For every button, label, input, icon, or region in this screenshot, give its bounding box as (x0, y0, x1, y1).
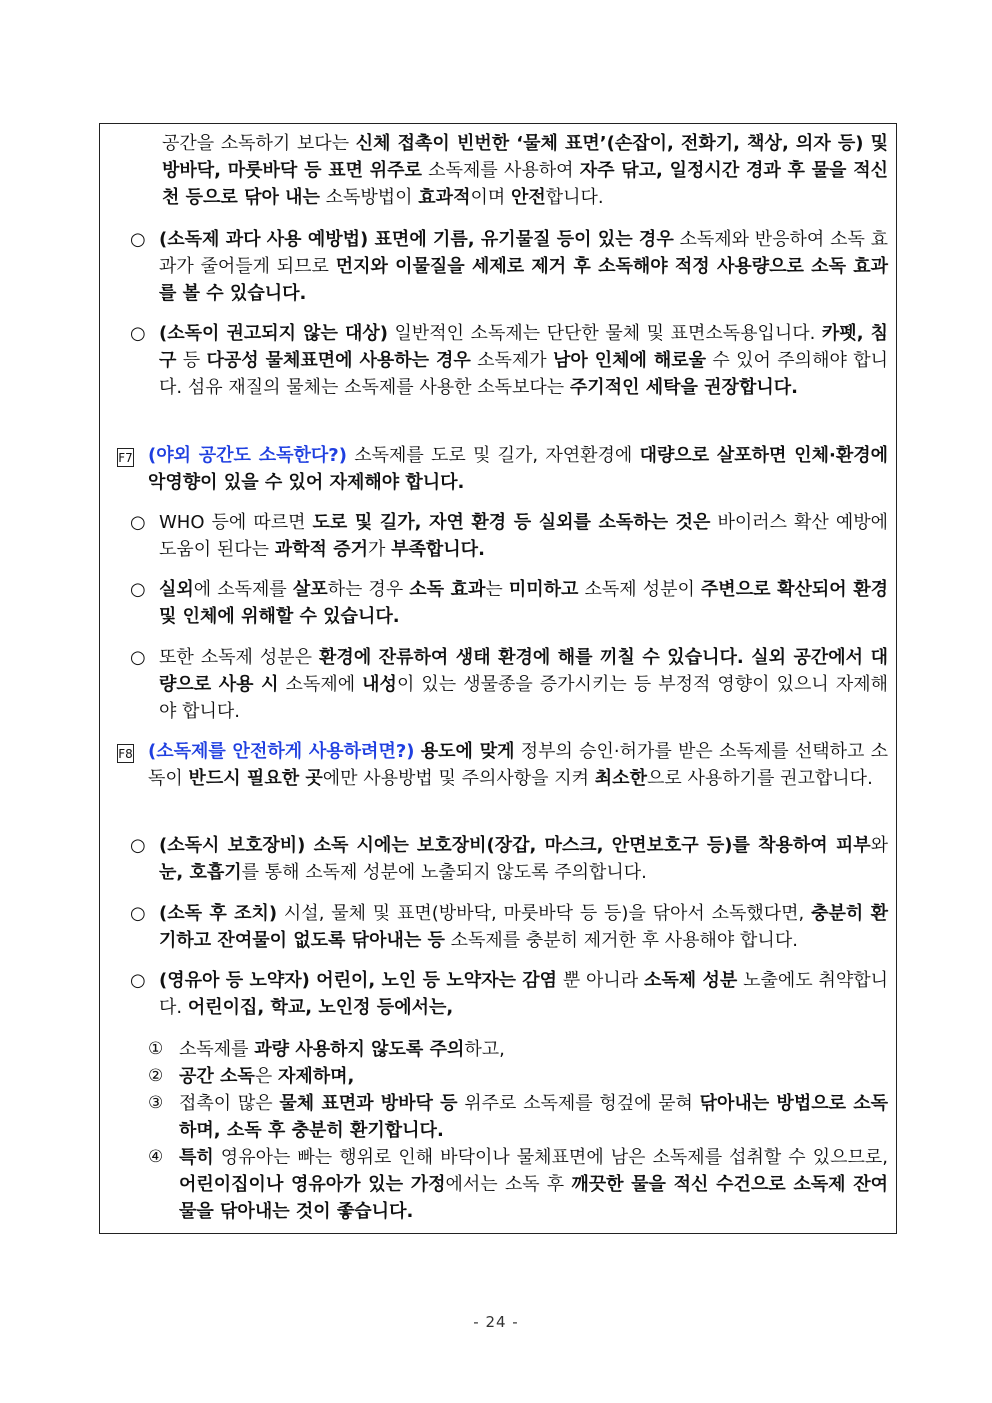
p_who-run: 부족합니다. (391, 539, 485, 560)
bullet-marker: ○ (130, 647, 146, 668)
p_not_recommended-run: 카펫, 침구 (159, 323, 888, 371)
p_protect-run: 눈, 호흡기 (159, 862, 242, 883)
p_not_recommended-run: 남아 인체에 해로울 (553, 350, 706, 371)
p_who-run: WHO 등에 따르면 (159, 512, 313, 533)
bullet-marker: ○ (130, 903, 146, 924)
p_who-run: 바이러스 확산 예방에 도움이 된다는 (159, 512, 889, 560)
p_intro-run: 안전 (510, 187, 546, 208)
p_f8-run: 에만 사용방법 및 주의사항을 지켜 (322, 768, 595, 789)
p_n4-run: 영유아는 빠는 행위로 인해 바닥이나 물체표면에 남은 소독제를 섭취할 수 있으므로, (213, 1147, 888, 1168)
not-recommended-paragraph (159, 320, 888, 401)
vulnerable-paragraph (159, 967, 888, 1021)
p_overuse-run: 소독제와 반응하여 소독 효과가 줄어들게 되므로 (159, 229, 888, 277)
p_n2-run: 자제하며, (277, 1066, 355, 1087)
p_after-run: 충분히 환기하고 잔여물이 없도록 닦아내는 등 (159, 903, 888, 951)
outdoor-paragraph (159, 576, 888, 630)
p_intro-run: 소독제를 사용하여 (421, 160, 580, 181)
p_outdoor-run: 실외 (159, 579, 194, 600)
p_intro-run: 신체 접촉이 빈번한 ‘물체 표면’ (355, 133, 607, 154)
p_f8-run: 용도에 맞게 (420, 741, 515, 762)
p_residue-run: 환경에 잔류하여 생태 환경에 해를 끼칠 수 있습니다. 실외 공간에서 대량으로 사용 시 (159, 647, 888, 695)
p_outdoor-run: 살포 (292, 579, 328, 600)
protective-gear-paragraph (159, 832, 888, 886)
p_intro-run: 합니다. (545, 187, 604, 208)
p_residue-run: 내성 (362, 674, 397, 695)
p_not_recommended-run: 등 (176, 350, 207, 371)
f8-label-box: F8 (117, 744, 134, 763)
numbered-item-2 (179, 1063, 888, 1090)
bullet-marker: ○ (130, 323, 146, 344)
number-1: ① (148, 1039, 164, 1059)
p_n1-run: 과량 사용하지 않도록 주의 (254, 1039, 465, 1060)
p_who-run: 가 (368, 539, 392, 560)
p_n4-run: 어린이집이나 영유아가 있는 가정 (179, 1174, 446, 1195)
p_not_recommended-run: 주기적인 세탁을 권장합니다. (569, 377, 798, 398)
p_n3-run: 물체 표면과 방바닥 등 (279, 1093, 458, 1114)
p_vulnerable-run: (영유아 등 노약자) 어린이, 노인 등 노약자는 감염 (159, 970, 558, 991)
bullet-marker: ○ (130, 579, 146, 600)
p_f8-run: 정부의 승인·허가를 받은 소독제를 선택하고 소독이 (148, 741, 888, 789)
p_intro-run: 이며 (470, 187, 511, 208)
p_f8-run: 으로 사용하기를 권고합니다. (646, 768, 873, 789)
numbered-item-3 (179, 1090, 888, 1144)
p_not_recommended-run: 수 있어 주의해야 합니다. 섬유 재질의 물체는 소독제를 사용한 소독보다는 (159, 350, 888, 398)
p_after-run: 소독제를 충분히 제거한 후 사용해야 합니다. (444, 930, 798, 951)
p_who-run: 도로 및 길가, 자연 환경 등 실외를 소독하는 것은 (312, 512, 711, 533)
p_residue-run: 소독제에 (278, 674, 363, 695)
p_outdoor-run: 는 (485, 579, 509, 600)
p_who-run: 과학적 증거 (274, 539, 368, 560)
p_overuse-run: 먼지와 이물질을 세제로 제거 후 소독해야 적정 사용량으로 소독 효과를 볼 수 있습니다. (159, 256, 889, 304)
p_not_recommended-run: (소독이 권고되지 않는 대상) (159, 323, 388, 344)
after-disinfection-paragraph (159, 900, 888, 954)
p_vulnerable-run: 어린이집, 학교, 노인정 등에서는, (187, 997, 454, 1018)
p_n3-run: 접촉이 많은 (179, 1093, 280, 1114)
p_after-run: (소독 후 조치) (159, 903, 278, 924)
p_outdoor-run: 에 소독제를 (193, 579, 293, 600)
p_residue-run: 이 있는 생물종을 증가시키는 등 부정적 영향이 있으니 자제해야 합니다. (159, 674, 888, 722)
p_f8-run: 최소한 (594, 768, 647, 789)
residue-paragraph (159, 644, 888, 725)
p_outdoor-run: 하는 경우 (327, 579, 410, 600)
p_protect-run: (소독시 보호장비) 소독 시에는 보호장비(장갑, 마스크, 안면보호구 등)를 착용하여 피부 (159, 835, 871, 856)
p_n3-run: 위주로 소독제를 헝겊에 묻혀 (457, 1093, 700, 1114)
p_outdoor-run: 주변으로 확산되어 환경 및 인체에 위해할 수 있습니다. (159, 579, 888, 627)
number-2: ② (148, 1066, 164, 1086)
p_n3-run: 닦아내는 방법으로 소독하며, 소독 후 충분히 환기합니다. (179, 1093, 888, 1141)
p_not_recommended-run: 일반적인 소독제는 단단한 물체 및 표면소독용입니다. (387, 323, 822, 344)
p_f8-run: 반드시 필요한 곳 (188, 768, 323, 789)
p_intro-run: (손잡이, 전화기, 책상, 의자 등) 및 방바닥, 마룻바닥 등 표면 위주로 (162, 133, 889, 181)
who-paragraph (159, 509, 888, 563)
number-4: ④ (148, 1147, 164, 1167)
numbered-item-1 (179, 1036, 888, 1063)
f8-paragraph (148, 738, 888, 792)
p_f8-run: (소독제를 안전하게 사용하려면?) (148, 741, 415, 762)
p_protect-run: 와 (870, 835, 888, 856)
p_f7-run: 소독제를 도로 및 길가, 자연환경에 (346, 445, 640, 466)
f7-paragraph (148, 442, 888, 496)
number-3: ③ (148, 1093, 164, 1113)
f7-label-box: F7 (117, 448, 134, 467)
p_intro-run: 소독방법이 (319, 187, 419, 208)
p_outdoor-run: 소독제 성분이 (578, 579, 701, 600)
p_vulnerable-run: 뿐 아니라 (557, 970, 645, 991)
p_n4-run: 에서는 소독 후 (445, 1174, 572, 1195)
p_n4-run: 특히 (179, 1147, 214, 1168)
p_n1-run: 하고, (464, 1039, 505, 1060)
bullet-marker: ○ (130, 512, 146, 533)
p_vulnerable-run: 소독제 성분 (644, 970, 738, 991)
numbered-item-4 (179, 1144, 888, 1225)
p_n2-run: 은 (254, 1066, 278, 1087)
p_f7-run: 대량으로 살포하면 인체·환경에 악영향이 있을 수 있어 자제해야 합니다. (148, 445, 889, 493)
intro-paragraph (162, 130, 888, 211)
p_f7-run: (야외 공간도 소독한다?) (148, 445, 347, 466)
p_overuse-run: (소독제 과다 사용 예방법) 표면에 기름, 유기물질 등이 있는 경우 (159, 229, 674, 250)
p_intro-run: 공간을 소독하기 보다는 (162, 133, 356, 154)
bullet-marker: ○ (130, 835, 146, 856)
p_not_recommended-run: 다공성 물체표면에 사용하는 경우 (206, 350, 471, 371)
p_protect-run: 를 통해 소독제 성분에 노출되지 않도록 주의합니다. (241, 862, 647, 883)
p_after-run: 시설, 물체 및 표면(방바닥, 마룻바닥 등 등)을 닦아서 소독했다면, (277, 903, 812, 924)
p_outdoor-run: 미미하고 (508, 579, 579, 600)
p_not_recommended-run: 소독제가 (470, 350, 554, 371)
overuse-paragraph (159, 226, 888, 307)
p_vulnerable-run: 노출에도 취약합니다. (159, 970, 889, 1018)
p_n2-run: 공간 소독 (179, 1066, 255, 1087)
bullet-marker: ○ (130, 229, 146, 250)
p_intro-run: 자주 닦고, 일정시간 경과 후 물을 적신 천 등으로 닦아 내는 (162, 160, 888, 208)
p_residue-run: 또한 소독제 성분은 (159, 647, 320, 668)
page-number: - 24 - (473, 1313, 519, 1331)
bullet-marker: ○ (130, 970, 146, 991)
p_n1-run: 소독제를 (179, 1039, 255, 1060)
p_outdoor-run: 소독 효과 (409, 579, 486, 600)
p_intro-run: 효과적 (418, 187, 471, 208)
p_n4-run: 깨끗한 물을 적신 수건으로 소독제 잔여물을 닦아내는 것이 좋습니다. (179, 1174, 888, 1222)
